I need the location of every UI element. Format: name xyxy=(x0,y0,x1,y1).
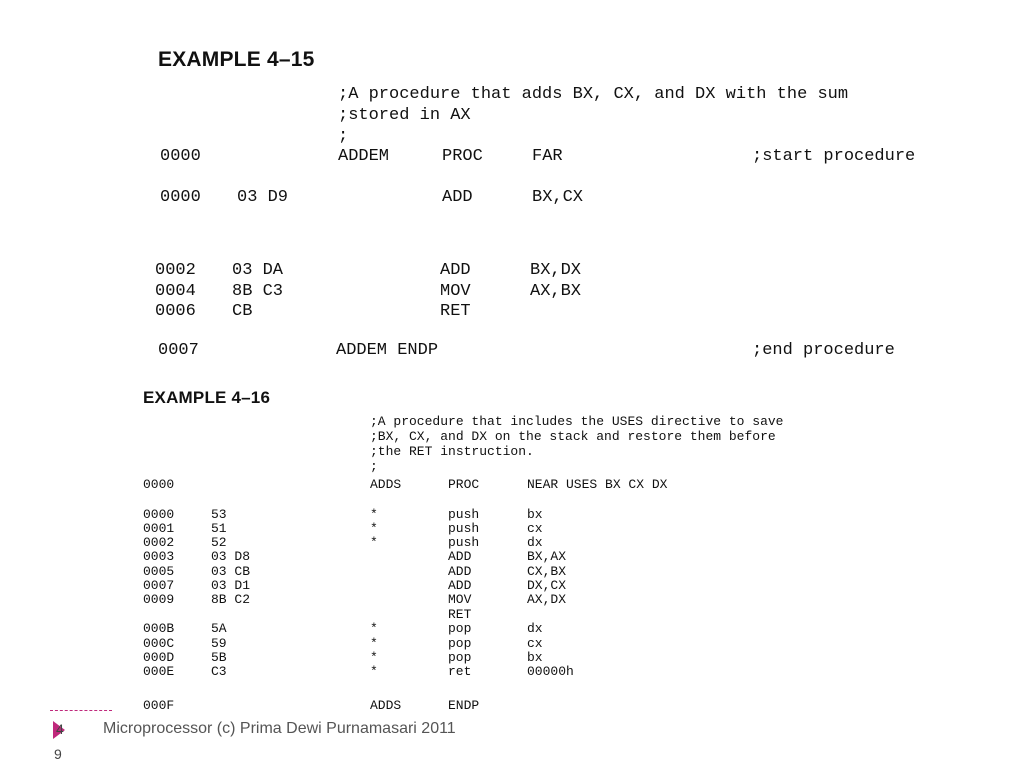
ex16-row-1-mark: * xyxy=(370,507,378,522)
ex16-row-5-op: ADD xyxy=(448,564,472,579)
ex15-comment-line-2: ;stored in AX xyxy=(338,106,471,125)
ex15-row-3-addr: 0004 xyxy=(155,282,196,301)
ex16-row-11-code: 5B xyxy=(211,650,227,665)
ex16-comment-line-3: ;the RET instruction. xyxy=(370,444,534,459)
ex16-row-10-mark: * xyxy=(370,636,378,651)
ex16-row-12-mark: * xyxy=(370,664,378,679)
ex15-row-4-addr: 0006 xyxy=(155,302,196,321)
ex16-row-2-op: push xyxy=(448,521,480,536)
ex15-row-4-op: RET xyxy=(440,302,471,321)
ex16-row-2-arg: cx xyxy=(527,521,543,536)
ex15-row-1-op: ADD xyxy=(442,188,473,207)
ex15-row-1-code: 03 D9 xyxy=(237,188,289,207)
ex16-row-10-arg: cx xyxy=(527,636,543,651)
example-4-16-title: EXAMPLE 4–16 xyxy=(143,388,271,407)
ex16-row-5-arg: CX,BX xyxy=(527,564,567,579)
ex16-row-13-addr: 000F xyxy=(143,698,175,713)
ex16-row-6-op: ADD xyxy=(448,578,472,593)
ex16-row-9-addr: 000B xyxy=(143,621,175,636)
ex16-row-6-code: 03 D1 xyxy=(211,578,251,593)
ex15-row-1-addr: 0000 xyxy=(160,188,201,207)
ex16-row-7-arg: AX,DX xyxy=(527,592,567,607)
ex16-row-10-code: 59 xyxy=(211,636,227,651)
ex16-row-5-addr: 0005 xyxy=(143,564,175,579)
ex15-row-2-arg: BX,DX xyxy=(530,261,582,280)
ex16-row-9-code: 5A xyxy=(211,621,227,636)
ex16-row-0-addr: 0000 xyxy=(143,477,175,492)
ex16-row-3-arg: dx xyxy=(527,535,543,550)
ex16-row-4-addr: 0003 xyxy=(143,549,175,564)
ex16-row-4-arg: BX,AX xyxy=(527,549,567,564)
ex15-row-2-op: ADD xyxy=(440,261,471,280)
ex16-row-3-addr: 0002 xyxy=(143,535,175,550)
ex16-row-2-mark: * xyxy=(370,521,378,536)
ex16-row-11-addr: 000D xyxy=(143,650,175,665)
ex16-row-11-op: pop xyxy=(448,650,472,665)
ex16-row-12-addr: 000E xyxy=(143,664,175,679)
ex16-row-10-addr: 000C xyxy=(143,636,175,651)
ex15-row-0-arg: FAR xyxy=(532,147,563,166)
ex16-row-1-code: 53 xyxy=(211,507,227,522)
ex16-row-7-addr: 0009 xyxy=(143,592,175,607)
ex16-row-2-code: 51 xyxy=(211,521,227,536)
ex16-row-13-mark: ADDS xyxy=(370,698,402,713)
footer-divider xyxy=(50,710,112,711)
ex16-row-5-code: 03 CB xyxy=(211,564,251,579)
page-number-digit-2: 9 xyxy=(54,746,62,762)
ex15-row-3-code: 8B C3 xyxy=(232,282,284,301)
ex16-row-4-code: 03 D8 xyxy=(211,549,251,564)
ex16-row-0-op: PROC xyxy=(448,477,480,492)
ex15-comment-line-3: ; xyxy=(338,127,349,146)
ex16-row-8-op: RET xyxy=(448,607,472,622)
ex16-row-4-op: ADD xyxy=(448,549,472,564)
ex15-row-2-code: 03 DA xyxy=(232,261,284,280)
ex15-row-5-label: ADDEM ENDP xyxy=(336,341,439,360)
ex15-row-3-op: MOV xyxy=(440,282,471,301)
ex16-row-3-code: 52 xyxy=(211,535,227,550)
ex15-row-0-label: ADDEM xyxy=(338,147,390,166)
ex15-row-5-addr: 0007 xyxy=(158,341,199,360)
ex16-row-11-mark: * xyxy=(370,650,378,665)
ex16-row-3-mark: * xyxy=(370,535,378,550)
ex15-comment-line-1: ;A procedure that adds BX, CX, and DX with the sum xyxy=(338,85,849,104)
ex16-comment-line-2: ;BX, CX, and DX on the stack and restore them before xyxy=(370,429,776,444)
ex16-row-0-arg: NEAR USES BX CX DX xyxy=(527,477,668,492)
ex15-row-0-op: PROC xyxy=(442,147,483,166)
footer-text: Microprocessor (c) Prima Dewi Purnamasari 2011 xyxy=(103,720,456,737)
ex15-row-5-comment: ;end procedure xyxy=(752,341,895,360)
ex16-row-6-addr: 0007 xyxy=(143,578,175,593)
ex16-row-0-mark: ADDS xyxy=(370,477,402,492)
ex16-row-1-op: push xyxy=(448,507,480,522)
ex16-comment-line-4: ; xyxy=(370,459,378,474)
ex15-row-4-code: CB xyxy=(232,302,253,321)
ex16-row-12-op: ret xyxy=(448,664,472,679)
ex16-row-7-code: 8B C2 xyxy=(211,592,251,607)
ex16-row-11-arg: bx xyxy=(527,650,543,665)
ex16-row-7-op: MOV xyxy=(448,592,472,607)
ex15-row-1-arg: BX,CX xyxy=(532,188,584,207)
ex16-row-1-addr: 0000 xyxy=(143,507,175,522)
ex16-row-1-arg: bx xyxy=(527,507,543,522)
ex15-row-0-comment: ;start procedure xyxy=(752,147,916,166)
ex16-row-12-code: C3 xyxy=(211,664,227,679)
ex16-row-2-addr: 0001 xyxy=(143,521,175,536)
ex16-row-3-op: push xyxy=(448,535,480,550)
ex16-row-9-mark: * xyxy=(370,621,378,636)
ex16-row-9-op: pop xyxy=(448,621,472,636)
example-4-15-title: EXAMPLE 4–15 xyxy=(158,48,315,71)
ex15-row-0-addr: 0000 xyxy=(160,147,201,166)
ex16-row-6-arg: DX,CX xyxy=(527,578,567,593)
ex16-comment-line-1: ;A procedure that includes the USES directive to save xyxy=(370,414,784,429)
ex16-row-12-arg: 00000h xyxy=(527,664,574,679)
ex16-row-13-op: ENDP xyxy=(448,698,480,713)
ex16-row-9-arg: dx xyxy=(527,621,543,636)
ex16-row-10-op: pop xyxy=(448,636,472,651)
ex15-row-3-arg: AX,BX xyxy=(530,282,582,301)
ex15-row-2-addr: 0002 xyxy=(155,261,196,280)
page-number-digit-1: 4 xyxy=(56,721,64,737)
